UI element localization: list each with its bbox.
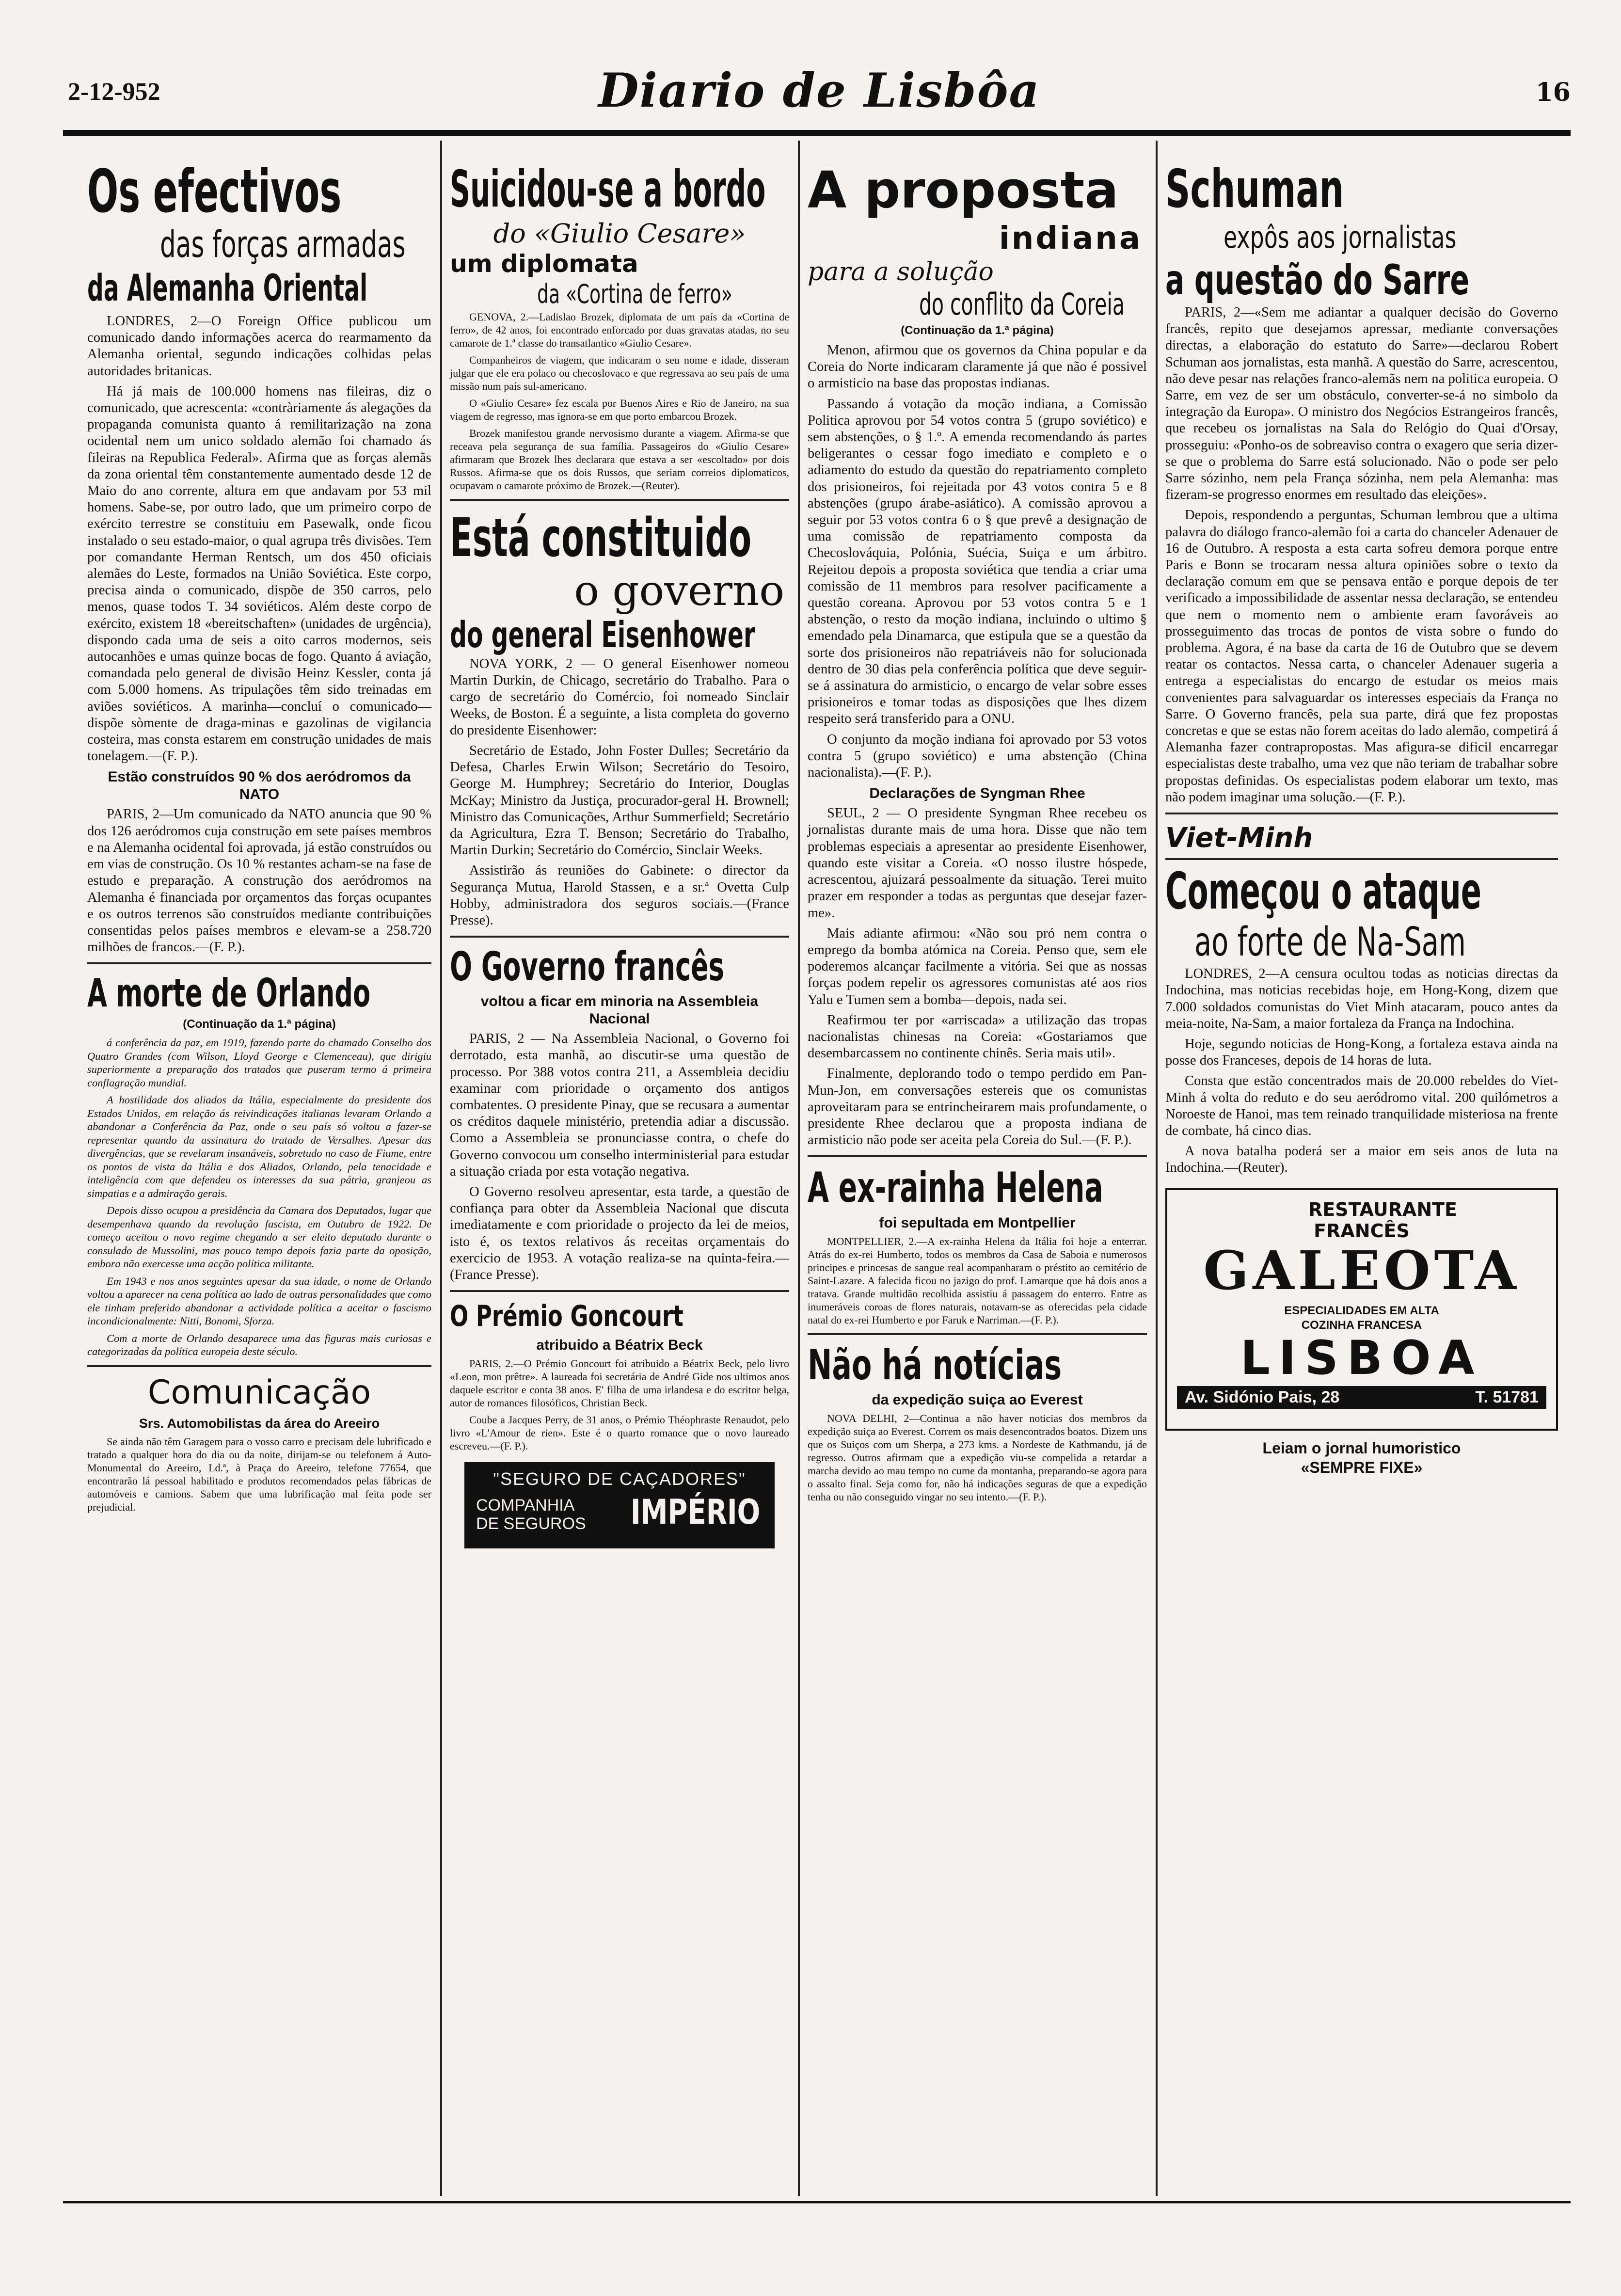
article-paragraph: PARIS, 2 — Na Assembleia Nacional, o Governo foi derrotado, esta manhã, ao discutir-se uma questão de processo. Por 388 votos contra 211, a Assembleia decidiu examinar com prioridade o orçamento dos antigos combatentes. O presidente Pinay, que se recusara a aumentar os créditos daquele ministério, pretendia adiar a discussão. Como a Assembleia se pronunciasse contra, o chefe do Governo convocou um conselho interministerial para estudar a situação criada por esta votação negativa. <box>450 1031 789 1179</box>
subheadline-governo: o governo <box>574 567 784 615</box>
article-paragraph: Passando á votação da moção indiana, a Comissão Politica aprovou por 54 votos contra 5 (grupo soviético) e sem abstenções, o § 1.º. A emenda recomendando ás partes beligerantes o cessar fogo imediato e completo e o adiamento do estudo da questão do repatriamento completo dos prisioneiros, foi rejeitada por 43 votos contra 5 e 8 abstenções (grupo árabe-asiático). A comissão aprovou a seguir por 53 votos contra 6 o § que prevê a designação de uma comissão de repatriamento composta da Checoslováquia, Polónia, Suécia, Suiça e um árbitro. Rejeitou depois a proposta soviética que tendia a criar uma comissão de 11 membros para resolver pacificamente a questão coreana. Aprovou por 53 votos contra 5 e 1 abstenção, o resto da moção indiana, incluindo o ultimo § emendado pela Dinamarca, que estipula que se a questão da sorte dos prisioneiros não repatriáveis não for solucionada dentro de 30 dias pela conferência política que deve seguir-se á assinatura do armisticio, o encargo de velar sobre esses prisioneiros e tomar todas as disposições que lhes dizem respeito será transferido para a ONU. <box>808 396 1147 727</box>
ad-galeota-line2: COZINHA FRANCESA <box>1301 1318 1422 1332</box>
subheadline-eisenhower: do general Eisenhower <box>450 614 756 656</box>
headline-ataque: Começou o ataque <box>1165 861 1482 921</box>
headline-constituido: Está constituido <box>450 507 752 569</box>
ad-galeota-top: RESTAURANTE FRANCÊS <box>1308 1198 1458 1242</box>
continuation-note: (Continuação da 1.ª página) <box>901 324 1054 337</box>
article-divider <box>450 499 789 501</box>
column-divider <box>1156 141 1158 2196</box>
subheadline-alemanha: da Alemanha Oriental <box>87 266 368 309</box>
article-paragraph: LONDRES, 2—A censura ocultou todas as noticias directas da Indochina, mas noticias recebidas hoje, em Hong-Kong, dizem que 7.000 soldados comunistas do Viet Minh atacaram, pouco antes da meia-noite, Na-Sam, a maior fortaleza da França na Indochina. <box>1165 966 1558 1031</box>
article-paragraph: Depois disso ocupou a presidência da Camara dos Deputados, lugar que desempenhava quando da revolução fascista, em Outubro de 1922. De começo aceitou o novo regime chegando a ser eleito deputado durante o consulado de Mussolini, mas pouco tempo depois fazia parte da oposição, embora não exercesse uma acção política militante. <box>87 1204 431 1270</box>
article-paragraph: Menon, afirmou que os governos da China popular e da Coreia do Norte indicaram claramente já que não é possivel o armisticio na base das propostas indianas. <box>808 343 1147 391</box>
headline-vietminh: Viet-Minh <box>1165 822 1313 854</box>
headline-suicidou: Suicidou-se a bordo <box>450 160 766 219</box>
article-divider <box>808 1155 1147 1157</box>
article-divider <box>87 962 431 964</box>
ad-imperio-line2: COMPANHIA <box>476 1496 575 1515</box>
column-3 <box>803 160 1152 2196</box>
continuation-note: (Continuação da 1.ª página) <box>183 1018 336 1031</box>
headline-rainha: A ex-rainha Helena <box>808 1164 1103 1212</box>
article-paragraph: NOVA DELHI, 2—Continua a não haver noticias dos membros da expedição suiça ao Everest. Correm os mais desencontrados boatos. Dizem uns que os Suiços com um Sherpa, a 273 kms. a Nordeste de Kathmandu, já de regresso. Outros afirmam que a expedição viu-se compelida a retardar a marcha devido ao mau tempo no cume da montanha, preparando-se agora para o assalto final. Seja como for, não há indicações seguras de que a expedição tenha ou não conseguido vingar no seu intento.—(F. P.). <box>808 1412 1147 1503</box>
subheadline-coreia: do conflito da Coreia <box>919 287 1125 322</box>
top-rule <box>63 130 1571 136</box>
column-divider <box>440 141 442 2196</box>
ad-galeota-address: Av. Sidónio Pais, 28 <box>1185 1387 1340 1406</box>
ad-galeota-line1: ESPECIALIDADES EM ALTA <box>1284 1304 1439 1317</box>
section-subhead: atribuido a Béatrix Beck <box>536 1337 703 1354</box>
article-divider <box>87 1365 431 1367</box>
masthead <box>68 58 1571 131</box>
bottom-rule <box>63 2201 1571 2203</box>
promo-line1: Leiam o jornal humoristico <box>1262 1439 1461 1457</box>
ad-imperio-brand: IMPÉRIO <box>630 1492 760 1532</box>
article-paragraph: Depois, respondendo a perguntas, Schuman lembrou que a ultima palavra do diálogo franco-alemão foi a carta do chanceler Adenauer de 16 de Outubro. A resposta a esta carta sofreu demora porque entre Paris e Bonn se trocaram nessa altura opiniões sobre o texto da declaração comum em que se pensava então e porque depois de ter verificado a impossibilidade de assentar nessa declaração, se entendeu que nem o momento nem o ambiente eram favoráveis ao prosseguimento das trocas de pontos de vista sobre o fundo do problema. Agora, é na base da carta de 16 de Outubro que se devem reatar os contactos. Nessa carta, o chanceler Adenauer sugeria a entrega a especialistas do encargo de estudar os meios mais convenientes para salvaguardar os interesses especiais da França no Sarre. O Governo francês, pela sua parte, dirá que fez propostas concretas e que se estas não forem aceitas do lado alemão, competirá á Alemanha fazer contrapropostas. Mas afigura-se dificil encarregar especialistas deste trabalho, uma vez que não teriam de trabalhar sobre propostas definidas. Os especialistas podem elaborar um texto, mas não podem imaginar uma solução.—(F. P.). <box>1165 508 1558 805</box>
page-number: 16 <box>1535 78 1571 107</box>
headline-proposta: A proposta <box>808 160 1119 220</box>
article-divider <box>450 936 789 938</box>
article-paragraph: O Governo resolveu apresentar, esta tarde, a questão de confiança para obter da Assembleia Nacional que discuta imediatamente e com prioridade o projecto da lei de meios, isto é, os textos relativos ás receitas orçamentais do exercicio de 1953. A votação realiza-se na quinta-feira.—(France Presse). <box>450 1184 789 1283</box>
ad-galeota-phone: T. 51781 <box>1475 1387 1539 1406</box>
headline-governo-frances: O Governo francês <box>450 944 724 990</box>
article-divider <box>1165 813 1558 814</box>
subheadline-solucao: para a solução <box>808 257 994 287</box>
headline-goncourt: O Prémio Goncourt <box>450 1299 683 1334</box>
article-paragraph: Com a morte de Orlando desaparece uma das figuras mais curiosas e categorizadas da política europeia deste século. <box>87 1332 431 1358</box>
ad-galeota-address-bar <box>1177 1386 1546 1409</box>
headline-everest: Não há notícias <box>808 1341 1062 1390</box>
section-subhead: Srs. Automobilistas da área do Areeiro <box>139 1416 380 1431</box>
headline-orlando: A morte de Orlando <box>87 971 371 1016</box>
article-paragraph: Secretário de Estado, John Foster Dulles; Secretário da Defesa, Charles Erwin Wilson; Secretário do Tesoiro, George M. Humphrey; Secretário do Interior, Douglas McKay; Ministro da Justiça, procurador-geral H. Brownell; Ministro das Comunicações, Arthur Summerfield; Secretário da Agricultura, Ezra T. Benson; Secretário do Trabalho, Martin Durkin; Secretário do Comércio, Sinclair Weeks. <box>450 743 789 858</box>
article-paragraph: O conjunto da moção indiana foi aprovado por 53 votos contra 5 (grupo soviético) e uma abstenção (China nacionalista).—(F. P.). <box>808 732 1147 781</box>
subheadline-expos: expôs aos jornalistas <box>1224 220 1457 255</box>
article-paragraph: Companheiros de viagem, que indicaram o seu nome e idade, disseram julgar que ele era polaco ou checoslovaco e que regressava ao seu país de uma missão num país sul-americano. <box>450 354 789 392</box>
column-4 <box>1160 160 1563 2196</box>
article-divider <box>808 1333 1147 1335</box>
article-paragraph: GENOVA, 2.—Ladislao Brozek, diplomata de um país da «Cortina de ferro», de 42 anos, foi encontrado enforcado por duas gravatas atadas, no seu camarote de 1.ª classe do transatlantico «Giulio Cesare». <box>450 311 789 349</box>
article-paragraph: Coube a Jacques Perry, de 31 anos, o Prémio Théophraste Renaudot, pelo livro «L'Amour de rien». Este é o quarto romance que o novo laureado escreveu.—(F. P.). <box>450 1414 789 1452</box>
article-paragraph: NOVA YORK, 2 — O general Eisenhower nomeou Martin Durkin, de Chicago, secretário do Trabalho. Para o cargo de secretário do Comércio, foi nomeado Sinclair Weeks, de Boston. É a seguinte, a lista completa do governo do presidente Eisenhower: <box>450 656 789 738</box>
subheadline-giulio: do «Giulio Cesare» <box>493 218 746 249</box>
article-paragraph: LONDRES, 2—O Foreign Office publicou um comunicado dando informações acerca do rearmamento da Alemanha oriental, segundo indicações colhidas pelas autoridades britanicas. <box>87 314 431 379</box>
subheadline-forcas: das forças armadas <box>160 223 406 266</box>
subheadline-diplomata: um diplomata <box>450 250 638 278</box>
headline-schuman: Schuman <box>1165 160 1344 220</box>
section-subhead: foi sepultada em Montpellier <box>879 1215 1076 1231</box>
subheadline-nasam: ao forte de Na-Sam <box>1194 919 1466 966</box>
article-paragraph: Hoje, segundo noticias de Hong-Kong, a fortaleza estava ainda na posse dos Franceses, depois de 14 horas de luta. <box>1165 1036 1558 1068</box>
article-divider <box>450 1290 789 1292</box>
article-paragraph: PARIS, 2—Um comunicado da NATO anuncia que 90 % dos 126 aeródromos cuja construção em sete países membros e na Alemanha ocidental foi aprovada, já estão construídos ou em vias de construção. Os 10 % restantes acham-se na fase de estudo e preparação. A construção dos aeródromos na Alemanha é financiada por orçamentos das forças ocupantes e os outros terrenos são construídos mediante contribuições consentidas pelos países membros e elevam-se a 258.720 milhões de francos.—(F. P.). <box>87 807 431 955</box>
article-paragraph: Reafirmou ter por «arriscada» a utilização das tropas nacionalistas chinesas na Coreia: «Gostariamos que desembarcassem no continente chinês. Seria mais util». <box>808 1012 1147 1061</box>
ad-galeota-brand: GALEOTA <box>1203 1239 1520 1302</box>
article-paragraph: Brozek manifestou grande nervosismo durante a viagem. Afirma-se que receava pela segurança de sua família. Passageiros do «Giulio Cesare» afirmaram que Brozek lhes declarara que estava a ser «escoltado» por dois Russos. Afirma-se que os dois Russos, que seriam correios diplomaticos, ocupavam o camarote próximo de Brozek.—(Reuter). <box>450 427 789 492</box>
section-subhead: Estão construídos 90 % dos aeródromos da NATO <box>108 769 411 803</box>
article-paragraph: MONTPELLIER, 2.—A ex-rainha Helena da Itália foi hoje a enterrar. Atrás do ex-rei Humberto, todos os membros da Casa de Saboia e numerosos principes e princesas de sangue real acompanharam o préstito ao cemitério de Saint-Lazare. A falecida ficou no jazigo do prof. Lamarque que há dois anos a tratava. Grande multidão recolhida assistiu á passagem do enterro. Entre as inumeráveis coroas de flores naturais, notavam-se as oferecidas pela cidade natal do ex-rei Humberto e por Faruk e Narriman.—(F. P.). <box>808 1235 1147 1326</box>
subheadline-indiana: indiana <box>999 221 1142 256</box>
article-paragraph: SEUL, 2 — O presidente Syngman Rhee recebeu os jornalistas durante mais de uma hora. Disse que não tem problemas especiais a apresentar ao presidente Eisenhower, quando este visitar a Coreia. «O nosso ilustre hóspede, acrescentou, ajuizará pessoalmente da situação. Terei muito prazer em responder a todas as perguntas que desejar fazer-me». <box>808 806 1147 921</box>
column-divider <box>798 141 800 2196</box>
article-paragraph: Consta que estão concentrados mais de 20.000 rebeldes do Viet-Minh á volta do reduto e do seu aeródromo vital. 200 quilómetros a Noroeste de Hanoi, mas tem reinado tranquilidade misteriosa na frente de combate, há cinco dias. <box>1165 1073 1558 1138</box>
headline-comunicacao: Comunicação <box>147 1373 371 1412</box>
section-subhead: da expedição suiça ao Everest <box>872 1392 1083 1408</box>
column-1 <box>82 160 436 2196</box>
subheadline-sarre: a questão do Sarre <box>1165 256 1470 304</box>
article-paragraph: PARIS, 2.—O Prémio Goncourt foi atribuido a Béatrix Beck, pelo livro «Leon, mon prêtre». A laureada foi secretária de André Gide nos ultimos anos daquele escritor e conta 38 anos. E' filha de uma irlandesa e do escritor belga, autor de romances filosóficos, Christian Beck. <box>450 1357 789 1409</box>
article-paragraph: Assistirão ás reuniões do Gabinete: o director da Segurança Mutua, Harold Stassen, e a sr.ª Ovetta Culp Hobby, administradora dos seguros sociais.—(France Presse). <box>450 863 789 928</box>
article-paragraph: Se ainda não têm Garagem para o vosso carro e precisam dele lubrificado e tratado a qualquer hora do dia ou da noite, dirijam-se ou telefonem á Auto-Monumental do Areeiro, Ld.ª, à Praça do Areeiro, telefone 77654, que encontrarão lá pessoal habilitado e produtos recomendados pelas fábricas de automóveis e camions. Sabem que uma lubrificação mal feita pode ser prejudicial. <box>87 1435 431 1513</box>
article-paragraph: Finalmente, deplorando todo o tempo perdido em Pan-Mun-Jon, em conversações estereis que os comunistas aproveitaram para se entrincheirarem mais profundamente, o presidente Rhee declarou que a proposta indiana de armisticio não pode ser aceita pela Coreia do Sul.—(F. P.). <box>808 1066 1147 1148</box>
article-paragraph: Mais adiante afirmou: «Não sou pró nem contra o emprego da bomba atómica na Coreia. Penso que, sem ele poderemos alcançar facilmente a vitória. Sei que as nossas forças podem repelir os agressores comunistas até aos rios Yalu e Tumen sem a bomba—depois, nada sei. <box>808 925 1147 1007</box>
subheadline-cortina: da «Cortina de ferro» <box>537 279 732 309</box>
article-divider <box>1165 858 1558 860</box>
newspaper-title: Diario de Lisbôa <box>598 63 1040 118</box>
issue-date: 2-12-952 <box>68 78 160 106</box>
article-paragraph: Em 1943 e nos anos seguintes apesar da sua idade, o nome de Orlando voltou a aparecer na cena política ao lado de outras personalidades que como ele tinham preferido abandonar a actividade política a aceitar o fascismo incondicionalmente: Nitti, Bonomi, Sforza. <box>87 1275 431 1327</box>
article-paragraph: A nova batalha poderá ser a maior em seis anos de luta na Indochina.—(Reuter). <box>1165 1144 1558 1176</box>
ad-imperio <box>464 1462 775 1548</box>
article-paragraph: Há já mais de 100.000 homens nas fileiras, diz o comunicado, que acrescenta: «contràriamente ás alegações da propaganda comunista quanto á remilitarização na zona ocidental nem um unico soldado alemão foi chamado ás fileiras na Republica Federal». Afirma que as forças alemãs da zona oriental têm constantemente aumentado desde 12 de Maio do ano corrente, altura em que andavam por 53 mil homens. Sabe-se, por outro lado, que um primeiro corpo de exército terrestre se constituiu em Pasewalk, onde ficou instalado o seu estado-maior, o qual agrupa três divisões. Tem por comandante Herman Rentsch, um dos 450 oficiais alemães do Leste, formados na União Soviética. Este corpo, precisa ainda o comunicado, dispõe de 350 carros, pelo menos, quase todos T. 34 soviéticos. Além deste corpo de exército, existem 18 «bereitschaften» (unidades de urgência), dispondo cada uma de seis a oito carros modernos, seis autocanhões e umas quinze bocas de fogo. Quanto á aviação, comandada pelo general de divisão Heinz Kessler, conta já com 5.000 homens. As tripulações têm sido treinadas em aviões soviéticos. A marinha—concluí o comunicado—dispõe sòmente de draga-minas e gazolinas de vigilancia costeira, mas consta estarem em construção unidades de mais tonelagem.—(F. P.). <box>87 383 431 764</box>
section-subhead: voltou a ficar em minoria na Assembleia Nacional <box>480 993 759 1027</box>
column-2 <box>445 160 794 2196</box>
ad-imperio-line3: DE SEGUROS <box>476 1515 586 1533</box>
headline-efectivos: Os efectivos <box>87 160 342 226</box>
ad-imperio-line1: "SEGURO DE CAÇADORES" <box>493 1469 746 1489</box>
promo-line2: «SEMPRE FIXE» <box>1301 1458 1423 1476</box>
article-paragraph: O «Giulio Cesare» fez escala por Buenos Aires e Rio de Janeiro, na sua viagem de regresso, mas ignora-se em que porto embarcou Brozek. <box>450 397 789 422</box>
article-paragraph: PARIS, 2—«Sem me adiantar a qualquer decisão do Governo francês, repito que desejamos apressar, mediante conversações directas, a elaboração do estatuto do Sarre»—declarou Robert Schuman aos jornalistas, esta manhã. A questão do Sarre, acrescentou, não deve pesar nas relações franco-alemãs nem na politica europeia. O Sarre, em vez de ser um obstáculo, converter-se-á no simbolo da integração da Europa». O ministro dos Negócios Estrangeiros francês, que recebeu os jornalistas na Sala do Relógio do Quai d'Orsay, prosseguiu: «Ponho-os de sobreaviso contra o exagero que seria dizer-se que o problema do Sarre está solucionado. Não o pode ser pelo Sarre sózinho, nem pela França sózinha, nem pela Alemanha: mas fizeram-se progresso enormes em resultado das eleições». <box>1165 305 1558 503</box>
section-subhead: Declarações de Syngman Rhee <box>869 785 1085 802</box>
article-paragraph: á conferência da paz, em 1919, fazendo parte do chamado Conselho dos Quatro Grandes (com Wilson, Lloyd George e Clemenceau), que dirigiu superiormente a preparação dos tratados que puseram termo á primeira conflagração mundial. <box>87 1036 431 1089</box>
ad-galeota-city: LISBOA <box>1240 1330 1483 1385</box>
ad-galeota <box>1165 1188 1558 1431</box>
article-paragraph: A hostilidade dos aliados da Itália, especialmente do presidente dos Estados Unidos, em relação ás reivindicações italianas levaram Orlando a abandonar a Conferência da Paz, onde o seu país só voltou a fazer-se representar quando da assinatura do tratado de Versalhes. Apesar das divergências, que se revelaram insanáveis, sobretudo no caso de Fiume, entre os pontos de vista da Itália e dos Aliados, Orlando, pela tenacidade e inteligência com que defendeu os interesses da sua pátria, granjeou as simpatias e a admiração gerais. <box>87 1094 431 1199</box>
